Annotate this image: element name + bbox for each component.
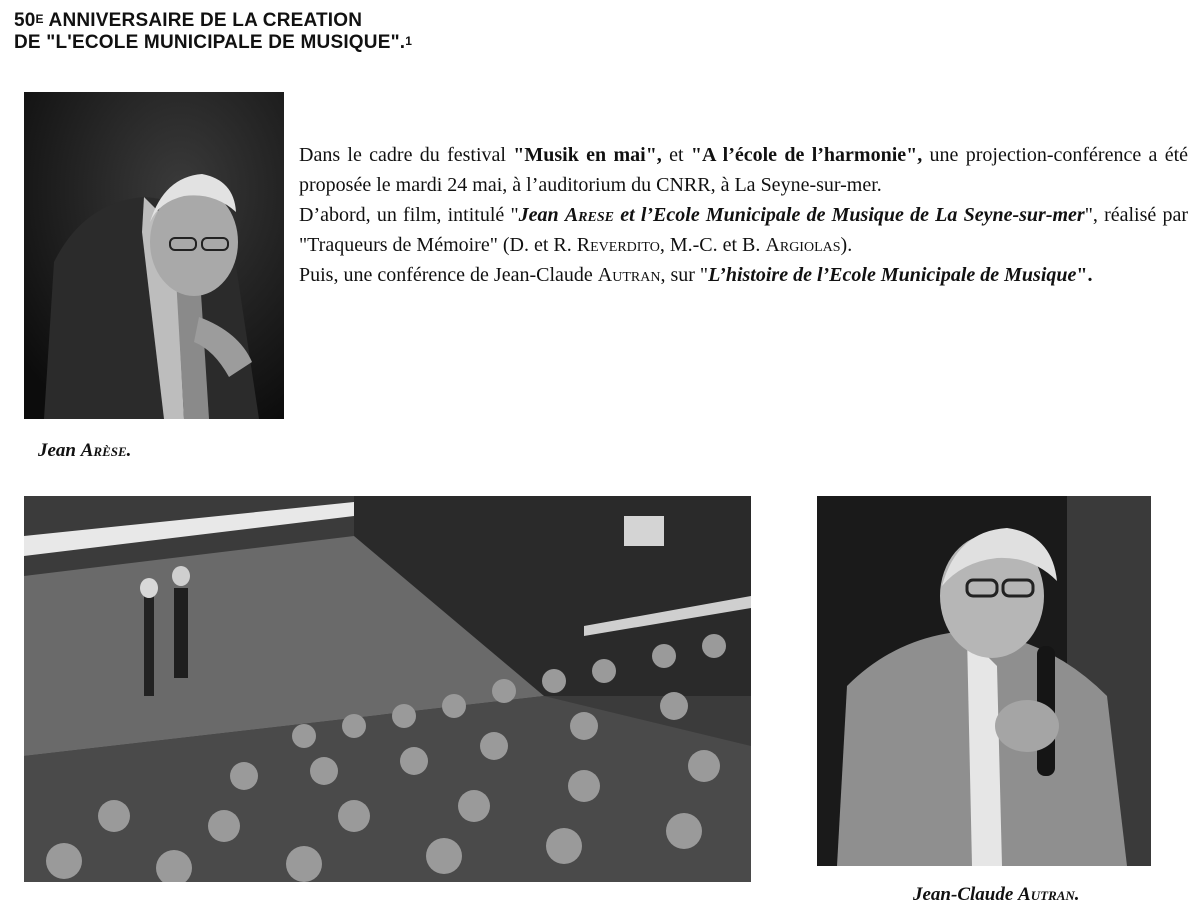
intro-paragraph-2: D’abord, un film, intitulé "Jean Arese et l’Ecole Municipale de Musique de La Seyne-sur-mer", réalisé par "Traqueurs de Mémoire" (D. et R. Reverdito, M.-C. et B. Argiolas). (299, 204, 1189, 256)
intro-paragraph-1: Dans le cadre du festival "Musik en mai", et "A l’école de l’harmonie", une projection-conférence a été proposée le mardi 24 mai, à l’auditorium du CNRR, à La Seyne-sur-mer. (299, 144, 1189, 196)
photo-jean-arese (24, 92, 284, 419)
photo-jean-claude-autran (817, 496, 1151, 866)
title-line-1: 50$^E$ ANNIVERSAIRE DE LA CREATION (14, 10, 363, 31)
photo-auditorium-audience (24, 496, 751, 882)
caption-jean-claude-autran: Jean-Claude Autran. (913, 884, 1080, 905)
page-title (14, 10, 412, 54)
caption-jean-arese: Jean Arèse. (38, 440, 132, 461)
intro-text (299, 140, 1188, 290)
footnote-mark: 1 (405, 34, 413, 48)
intro-paragraph-3: Puis, une conférence de Jean-Claude Autran, sur "L’histoire de l’Ecole Municipale de Musique". (299, 264, 1093, 286)
title-line-2: DE "L'ECOLE MUNICIPALE DE MUSIQUE".$^1$ (14, 32, 413, 53)
